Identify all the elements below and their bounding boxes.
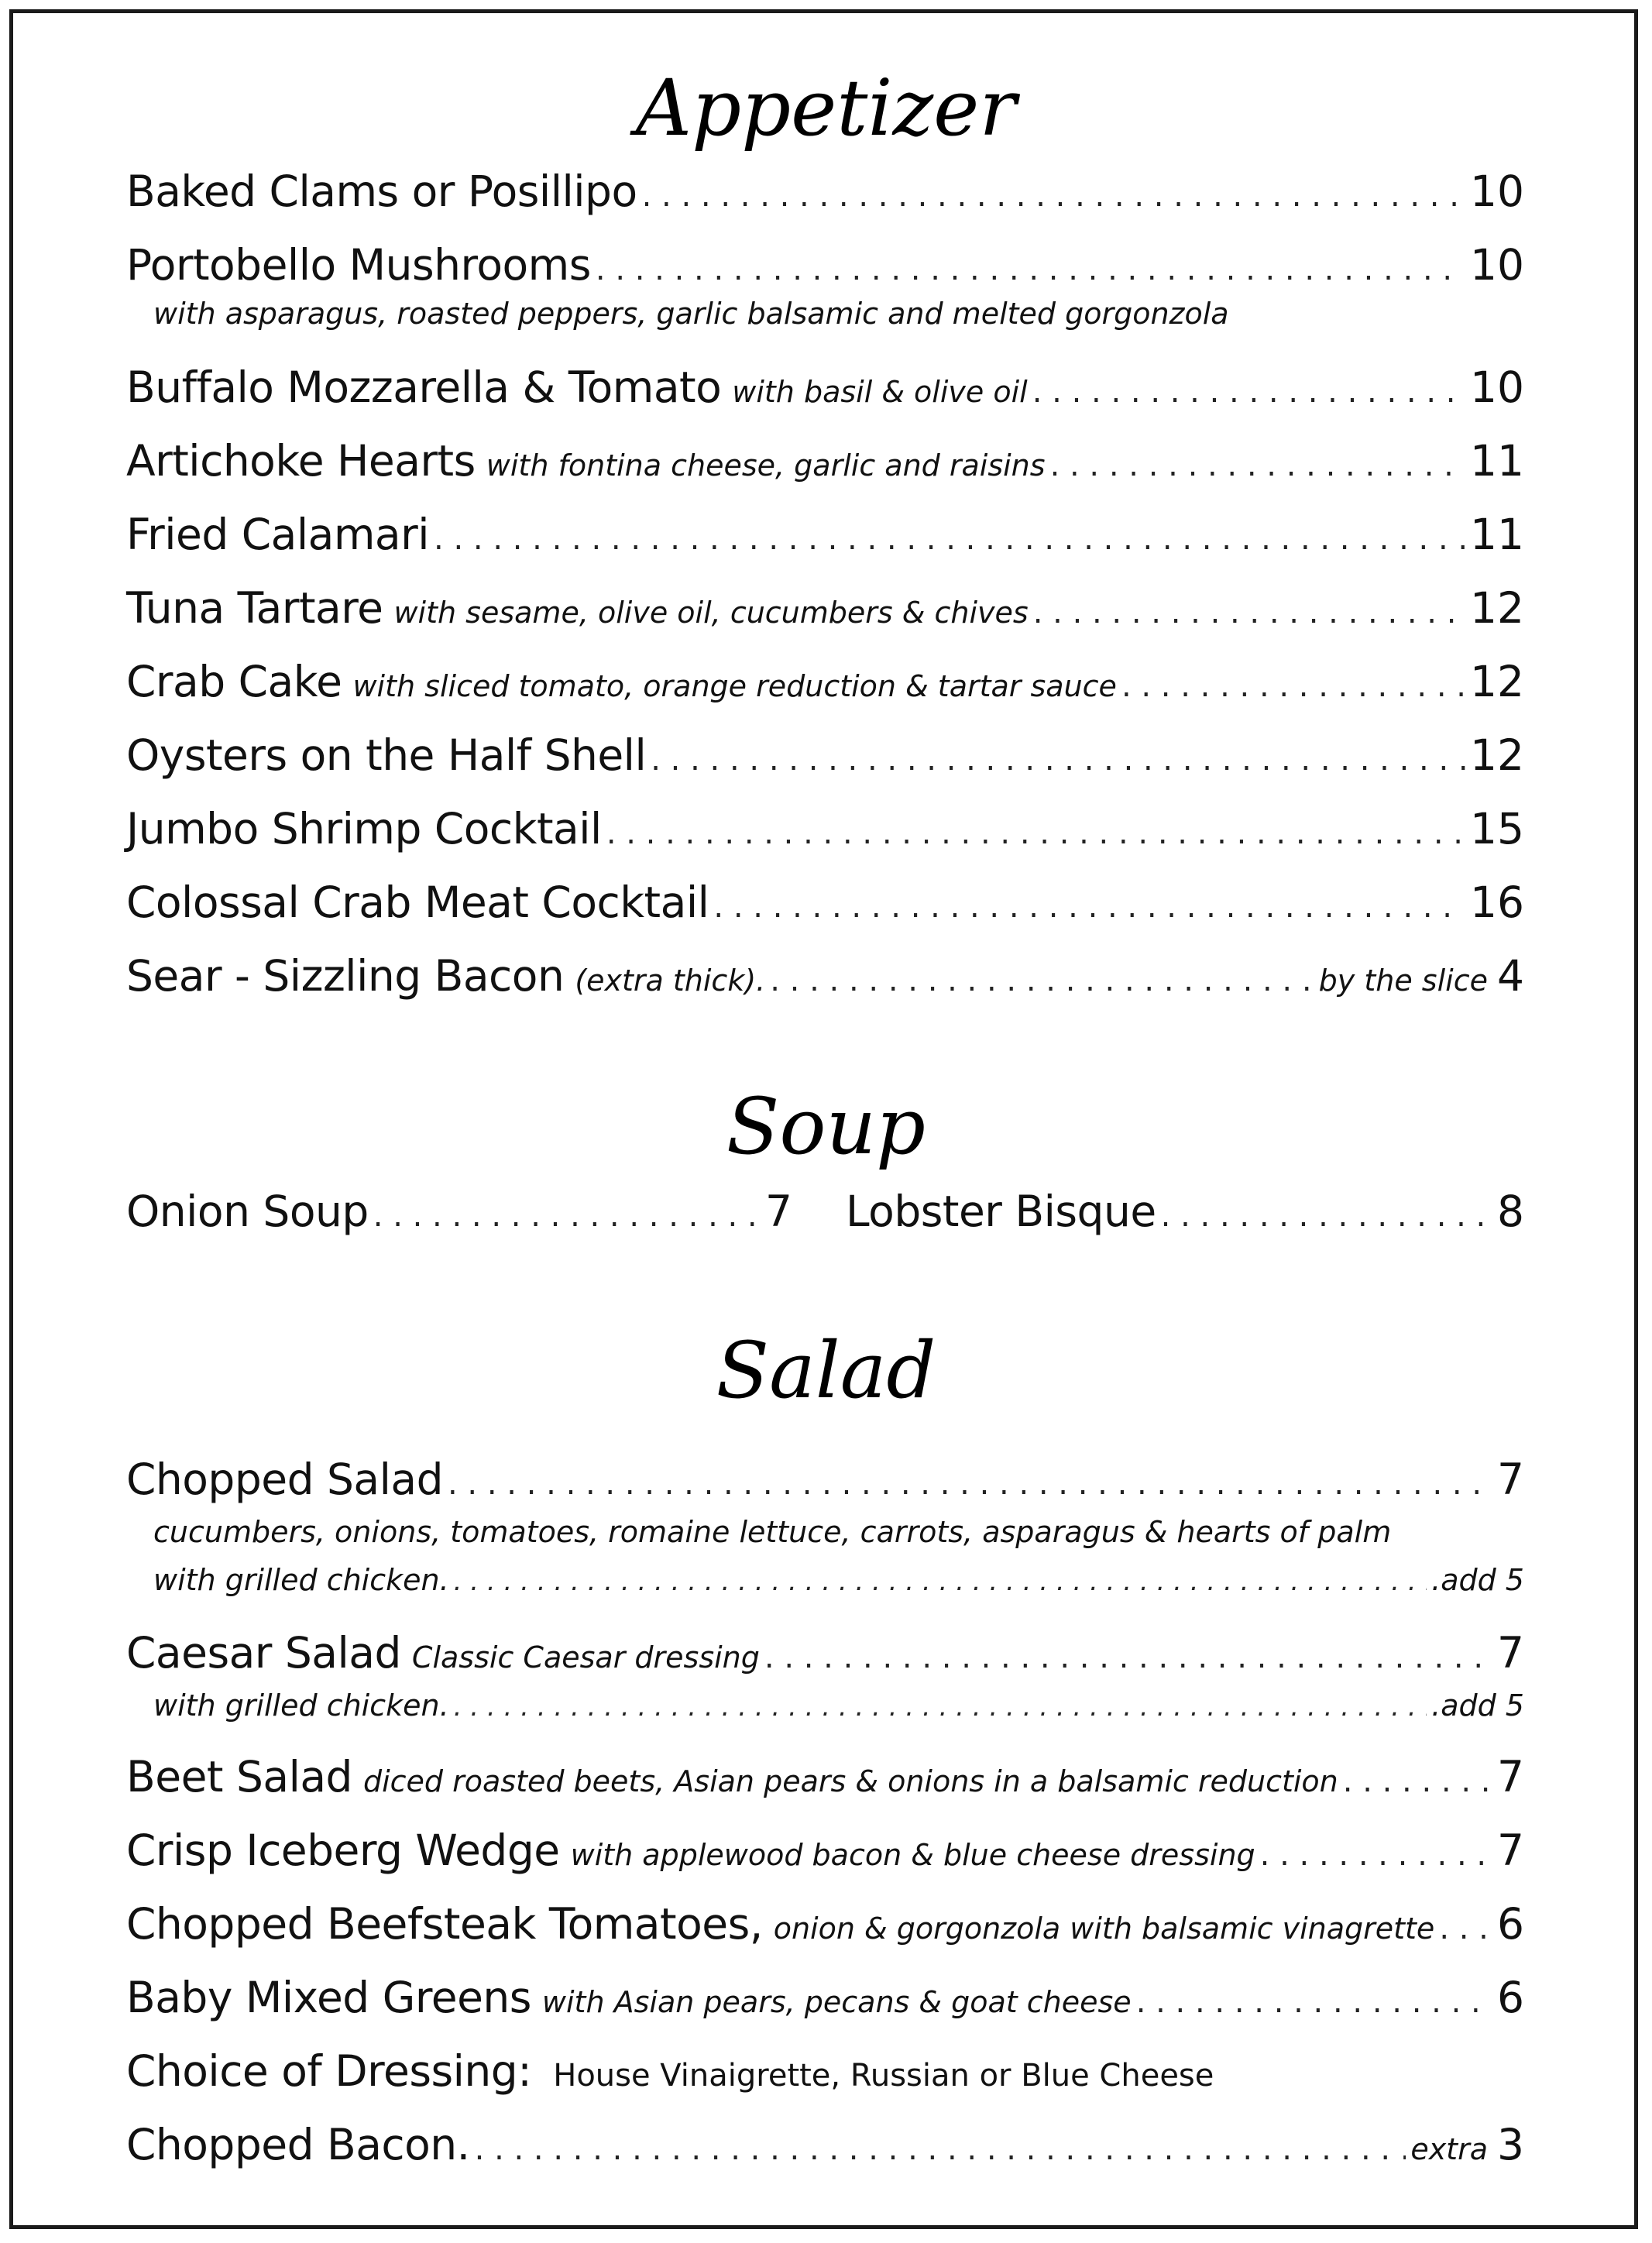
menu-item [126, 1973, 1524, 2022]
item-price: 12 [1470, 583, 1524, 633]
item-description: with applewood bacon & blue cheese dressing [570, 1838, 1255, 1872]
item-price: 15 [1470, 804, 1524, 854]
leader-dots [1032, 374, 1465, 410]
menu-item [846, 1187, 1524, 1236]
item-name: Colossal Crab Meat Cocktail [126, 878, 709, 927]
item-name: Beet Salad [126, 1752, 352, 1802]
menu-item [126, 1628, 1524, 1678]
leader-dots [606, 816, 1465, 851]
item-name: Caesar Salad [126, 1628, 401, 1678]
item-price: 7 [1497, 1628, 1524, 1678]
menu-item [126, 730, 1524, 780]
item-price: 3 [1497, 2120, 1524, 2169]
menu-item [126, 167, 1524, 216]
leader-dots [1050, 448, 1465, 483]
item-price: 4 [1497, 951, 1524, 1001]
soup-heading: Soup [726, 1081, 926, 1172]
leader-dots [1161, 1198, 1492, 1234]
menu-item [126, 240, 1524, 290]
item-name: Chopped Beefsteak Tomatoes, [126, 1899, 763, 1949]
item-name: Tuna Tartare [126, 583, 383, 633]
item-name: Artichoke Hearts [126, 436, 476, 486]
menu-item [126, 362, 1524, 412]
item-price: 7 [765, 1187, 792, 1236]
item-price: 7 [1497, 1752, 1524, 1802]
item-price: 16 [1470, 878, 1524, 927]
item-price: 6 [1497, 1973, 1524, 2022]
item-price: 12 [1470, 657, 1524, 706]
leader-dots [1260, 1837, 1492, 1873]
item-price: 11 [1470, 510, 1524, 559]
item-note: cucumbers, onions, tomatoes, romaine lettuce, carrots, asparagus & hearts of palm [153, 1515, 1392, 1549]
leader-dots [475, 2131, 1406, 2167]
leader-dots [770, 963, 1314, 998]
item-price: 6 [1497, 1899, 1524, 1949]
item-name: Baby Mixed Greens [126, 1973, 531, 2022]
leader-dots [454, 1566, 1427, 1597]
item-price: 7 [1497, 1455, 1524, 1504]
item-name: Crab Cake [126, 657, 342, 706]
menu-item [126, 1455, 1524, 1504]
item-price: 8 [1497, 1187, 1524, 1236]
addon-price: .add 5 [1431, 1563, 1524, 1597]
item-description: onion & gorgonzola with balsamic vinagrette [773, 1912, 1435, 1946]
item-description: (extra thick). [575, 963, 766, 998]
leader-dots [764, 1640, 1492, 1675]
item-name: Sear - Sizzling Bacon [126, 951, 565, 1001]
item-name: Choice of Dressing: [126, 2046, 532, 2096]
item-price: 10 [1470, 240, 1524, 290]
menu-item [126, 583, 1524, 633]
menu-item [126, 878, 1524, 927]
leader-dots [448, 1466, 1492, 1502]
menu-item [126, 804, 1524, 854]
item-name: Baked Clams or Posillipo [126, 167, 637, 216]
leader-dots [1439, 1911, 1492, 1946]
addon-price: .add 5 [1431, 1688, 1524, 1723]
menu-item [126, 2120, 1524, 2169]
addon-label: with grilled chicken. [153, 1688, 449, 1723]
item-name: Portobello Mushrooms [126, 240, 591, 290]
item-name: Jumbo Shrimp Cocktail [126, 804, 602, 854]
addon-row [153, 1688, 1524, 1723]
menu-item [126, 657, 1524, 706]
leader-dots [596, 252, 1465, 287]
leader-dots [651, 742, 1465, 778]
menu-item [126, 1826, 1524, 1875]
item-name: Onion Soup [126, 1187, 369, 1236]
item-description: with basil & olive oil [732, 375, 1028, 409]
item-name: Crisp Iceberg Wedge [126, 1826, 560, 1875]
item-name: Lobster Bisque [846, 1187, 1156, 1236]
item-price: 7 [1497, 1826, 1524, 1875]
item-description: with sesame, olive oil, cucumbers & chives [393, 596, 1029, 630]
leader-dots [713, 889, 1465, 925]
item-price: 12 [1470, 730, 1524, 780]
menu-item [126, 951, 1524, 1001]
item-name: Buffalo Mozzarella & Tomato [126, 362, 722, 412]
addon-row [153, 1563, 1524, 1597]
dressing-options: House Vinaigrette, Russian or Blue Cheese [553, 2058, 1214, 2094]
item-description: Classic Caesar dressing [411, 1640, 760, 1675]
item-price: 11 [1470, 436, 1524, 486]
leader-dots [373, 1198, 761, 1234]
menu-item [126, 1899, 1524, 1949]
item-name: Chopped Salad [126, 1455, 443, 1504]
leader-dots [1121, 668, 1465, 704]
item-description: with Asian pears, pecans & goat cheese [541, 1985, 1132, 2019]
item-price: 10 [1470, 167, 1524, 216]
item-description: with sliced tomato, orange reduction & tartar sauce [352, 669, 1117, 703]
item-note: with asparagus, roasted peppers, garlic balsamic and melted gorgonzola [153, 297, 1229, 331]
leader-dots [1343, 1764, 1492, 1799]
leader-dots [642, 178, 1465, 214]
item-price: 10 [1470, 362, 1524, 412]
dressing-choice [126, 2046, 1524, 2096]
item-description: with fontina cheese, garlic and raisins [486, 448, 1046, 483]
menu-item [126, 1187, 792, 1236]
item-name: Fried Calamari [126, 510, 430, 559]
leader-dots [434, 521, 1465, 557]
menu-item [126, 1752, 1524, 1802]
item-description: diced roasted beets, Asian pears & onions in a balsamic reduction [362, 1764, 1338, 1798]
menu-item [126, 436, 1524, 486]
leader-dots [1136, 1984, 1492, 2020]
item-name: Chopped Bacon. [126, 2120, 470, 2169]
appetizer-heading: Appetizer [635, 63, 1017, 153]
addon-label: with grilled chicken. [153, 1563, 449, 1597]
price-prefix: extra [1410, 2132, 1488, 2166]
salad-heading: Salad [716, 1325, 936, 1416]
leader-dots [1033, 595, 1465, 630]
price-prefix: by the slice [1318, 963, 1488, 998]
menu-item [126, 510, 1524, 559]
leader-dots [454, 1692, 1427, 1723]
item-name: Oysters on the Half Shell [126, 730, 647, 780]
